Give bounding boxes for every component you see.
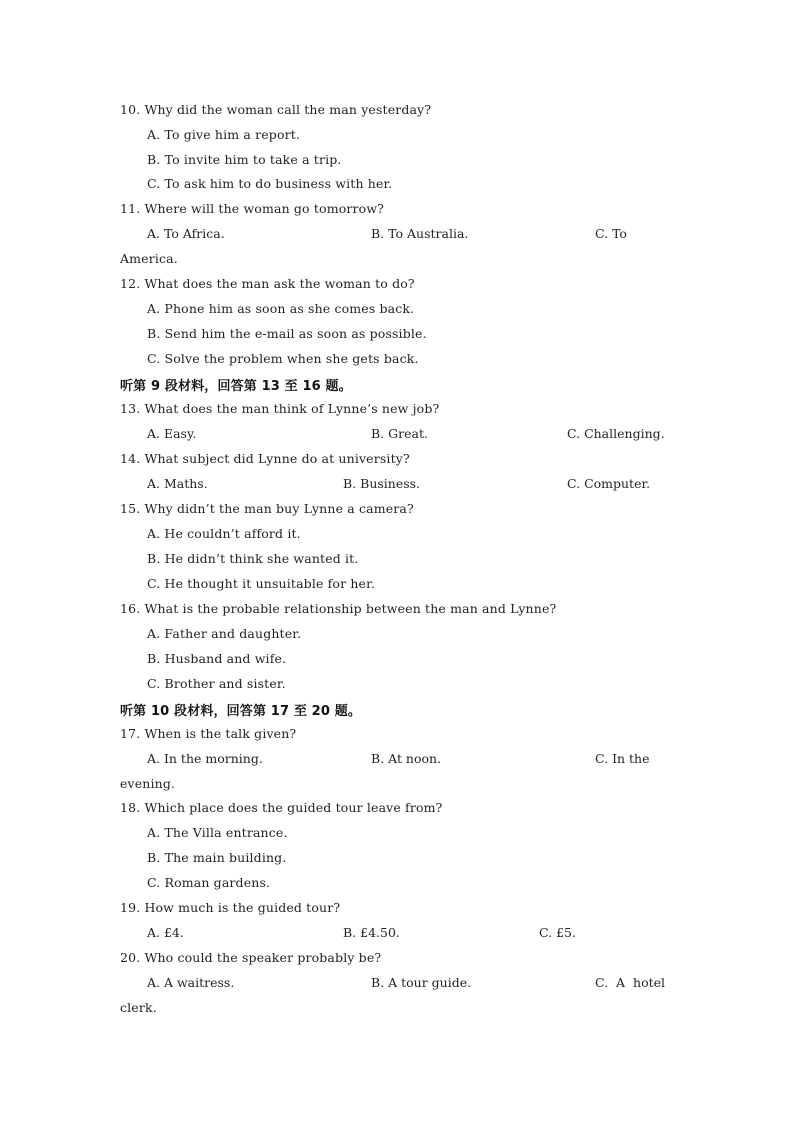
question-12-stem: 12. What does the man ask the woman to do?: [120, 276, 415, 291]
question-11-option-c: C. To: [595, 226, 627, 241]
question-12-option-c: C. Solve the problem when she gets back.: [147, 351, 419, 366]
question-11-option-c-wrap: America.: [120, 251, 178, 266]
question-14-option-a: A. Maths.: [147, 476, 208, 491]
question-13-stem: 13. What does the man think of Lynne’s new job?: [120, 401, 440, 416]
question-20-option-a: A. A waitress.: [147, 975, 235, 990]
question-16-option-c: C. Brother and sister.: [147, 676, 286, 691]
question-16-option-b: B. Husband and wife.: [147, 651, 287, 666]
question-14-option-b: B. Business.: [343, 476, 421, 491]
question-16-option-a: A. Father and daughter.: [147, 626, 302, 641]
section-10-heading: 听第 10 段材料，回答第 17 至 20 题。: [120, 704, 362, 719]
question-15-option-c: C. He thought it unsuitable for her.: [147, 576, 375, 591]
question-15-option-b: B. He didn’t think she wanted it.: [147, 551, 359, 566]
question-10-option-c: C. To ask him to do business with her.: [147, 176, 393, 191]
question-11-option-a: A. To Africa.: [147, 226, 225, 241]
question-14-option-c: C. Computer.: [567, 476, 651, 491]
question-18-option-c: C. Roman gardens.: [147, 875, 271, 890]
question-17-option-c-wrap: evening.: [120, 776, 176, 791]
question-20-option-c: C. A hotel: [595, 975, 666, 990]
question-17-option-a: A. In the morning.: [147, 751, 263, 766]
question-10-stem: 10. Why did the woman call the man yesterday?: [120, 102, 432, 117]
question-17-option-c: C. In the: [595, 751, 650, 766]
question-18-stem: 18. Which place does the guided tour leave from?: [120, 800, 443, 815]
question-16-stem: 16. What is the probable relationship between the man and Lynne?: [120, 601, 557, 616]
question-19-stem: 19. How much is the guided tour?: [120, 900, 341, 915]
question-20-stem: 20. Who could the speaker probably be?: [120, 950, 382, 965]
section-9-heading: 听第 9 段材料，回答第 13 至 16 题。: [120, 379, 352, 394]
question-19-option-b: B. £4.50.: [343, 925, 400, 940]
question-17-stem: 17. When is the talk given?: [120, 726, 297, 741]
question-11-option-b: B. To Australia.: [371, 226, 469, 241]
question-15-stem: 15. Why didn’t the man buy Lynne a camera?: [120, 501, 414, 516]
question-10-option-a: A. To give him a report.: [147, 127, 301, 142]
question-19-option-a: A. £4.: [147, 925, 184, 940]
question-13-option-b: B. Great.: [371, 426, 428, 441]
question-20-option-c-wrap: clerk.: [120, 1000, 157, 1015]
question-14-stem: 14. What subject did Lynne do at university?: [120, 451, 410, 466]
question-12-option-b: B. Send him the e-mail as soon as possible.: [147, 326, 427, 341]
question-18-option-a: A. The Villa entrance.: [147, 825, 288, 840]
question-12-option-a: A. Phone him as soon as she comes back.: [147, 301, 415, 316]
question-13-option-a: A. Easy.: [147, 426, 197, 441]
question-11-stem: 11. Where will the woman go tomorrow?: [120, 201, 385, 216]
question-19-option-c: C. £5.: [539, 925, 576, 940]
question-13-option-c: C. Challenging.: [567, 426, 665, 441]
question-10-option-b: B. To invite him to take a trip.: [147, 152, 342, 167]
question-20-option-b: B. A tour guide.: [371, 975, 472, 990]
question-15-option-a: A. He couldn’t afford it.: [147, 526, 301, 541]
question-17-option-b: B. At noon.: [371, 751, 442, 766]
question-18-option-b: B. The main building.: [147, 850, 287, 865]
